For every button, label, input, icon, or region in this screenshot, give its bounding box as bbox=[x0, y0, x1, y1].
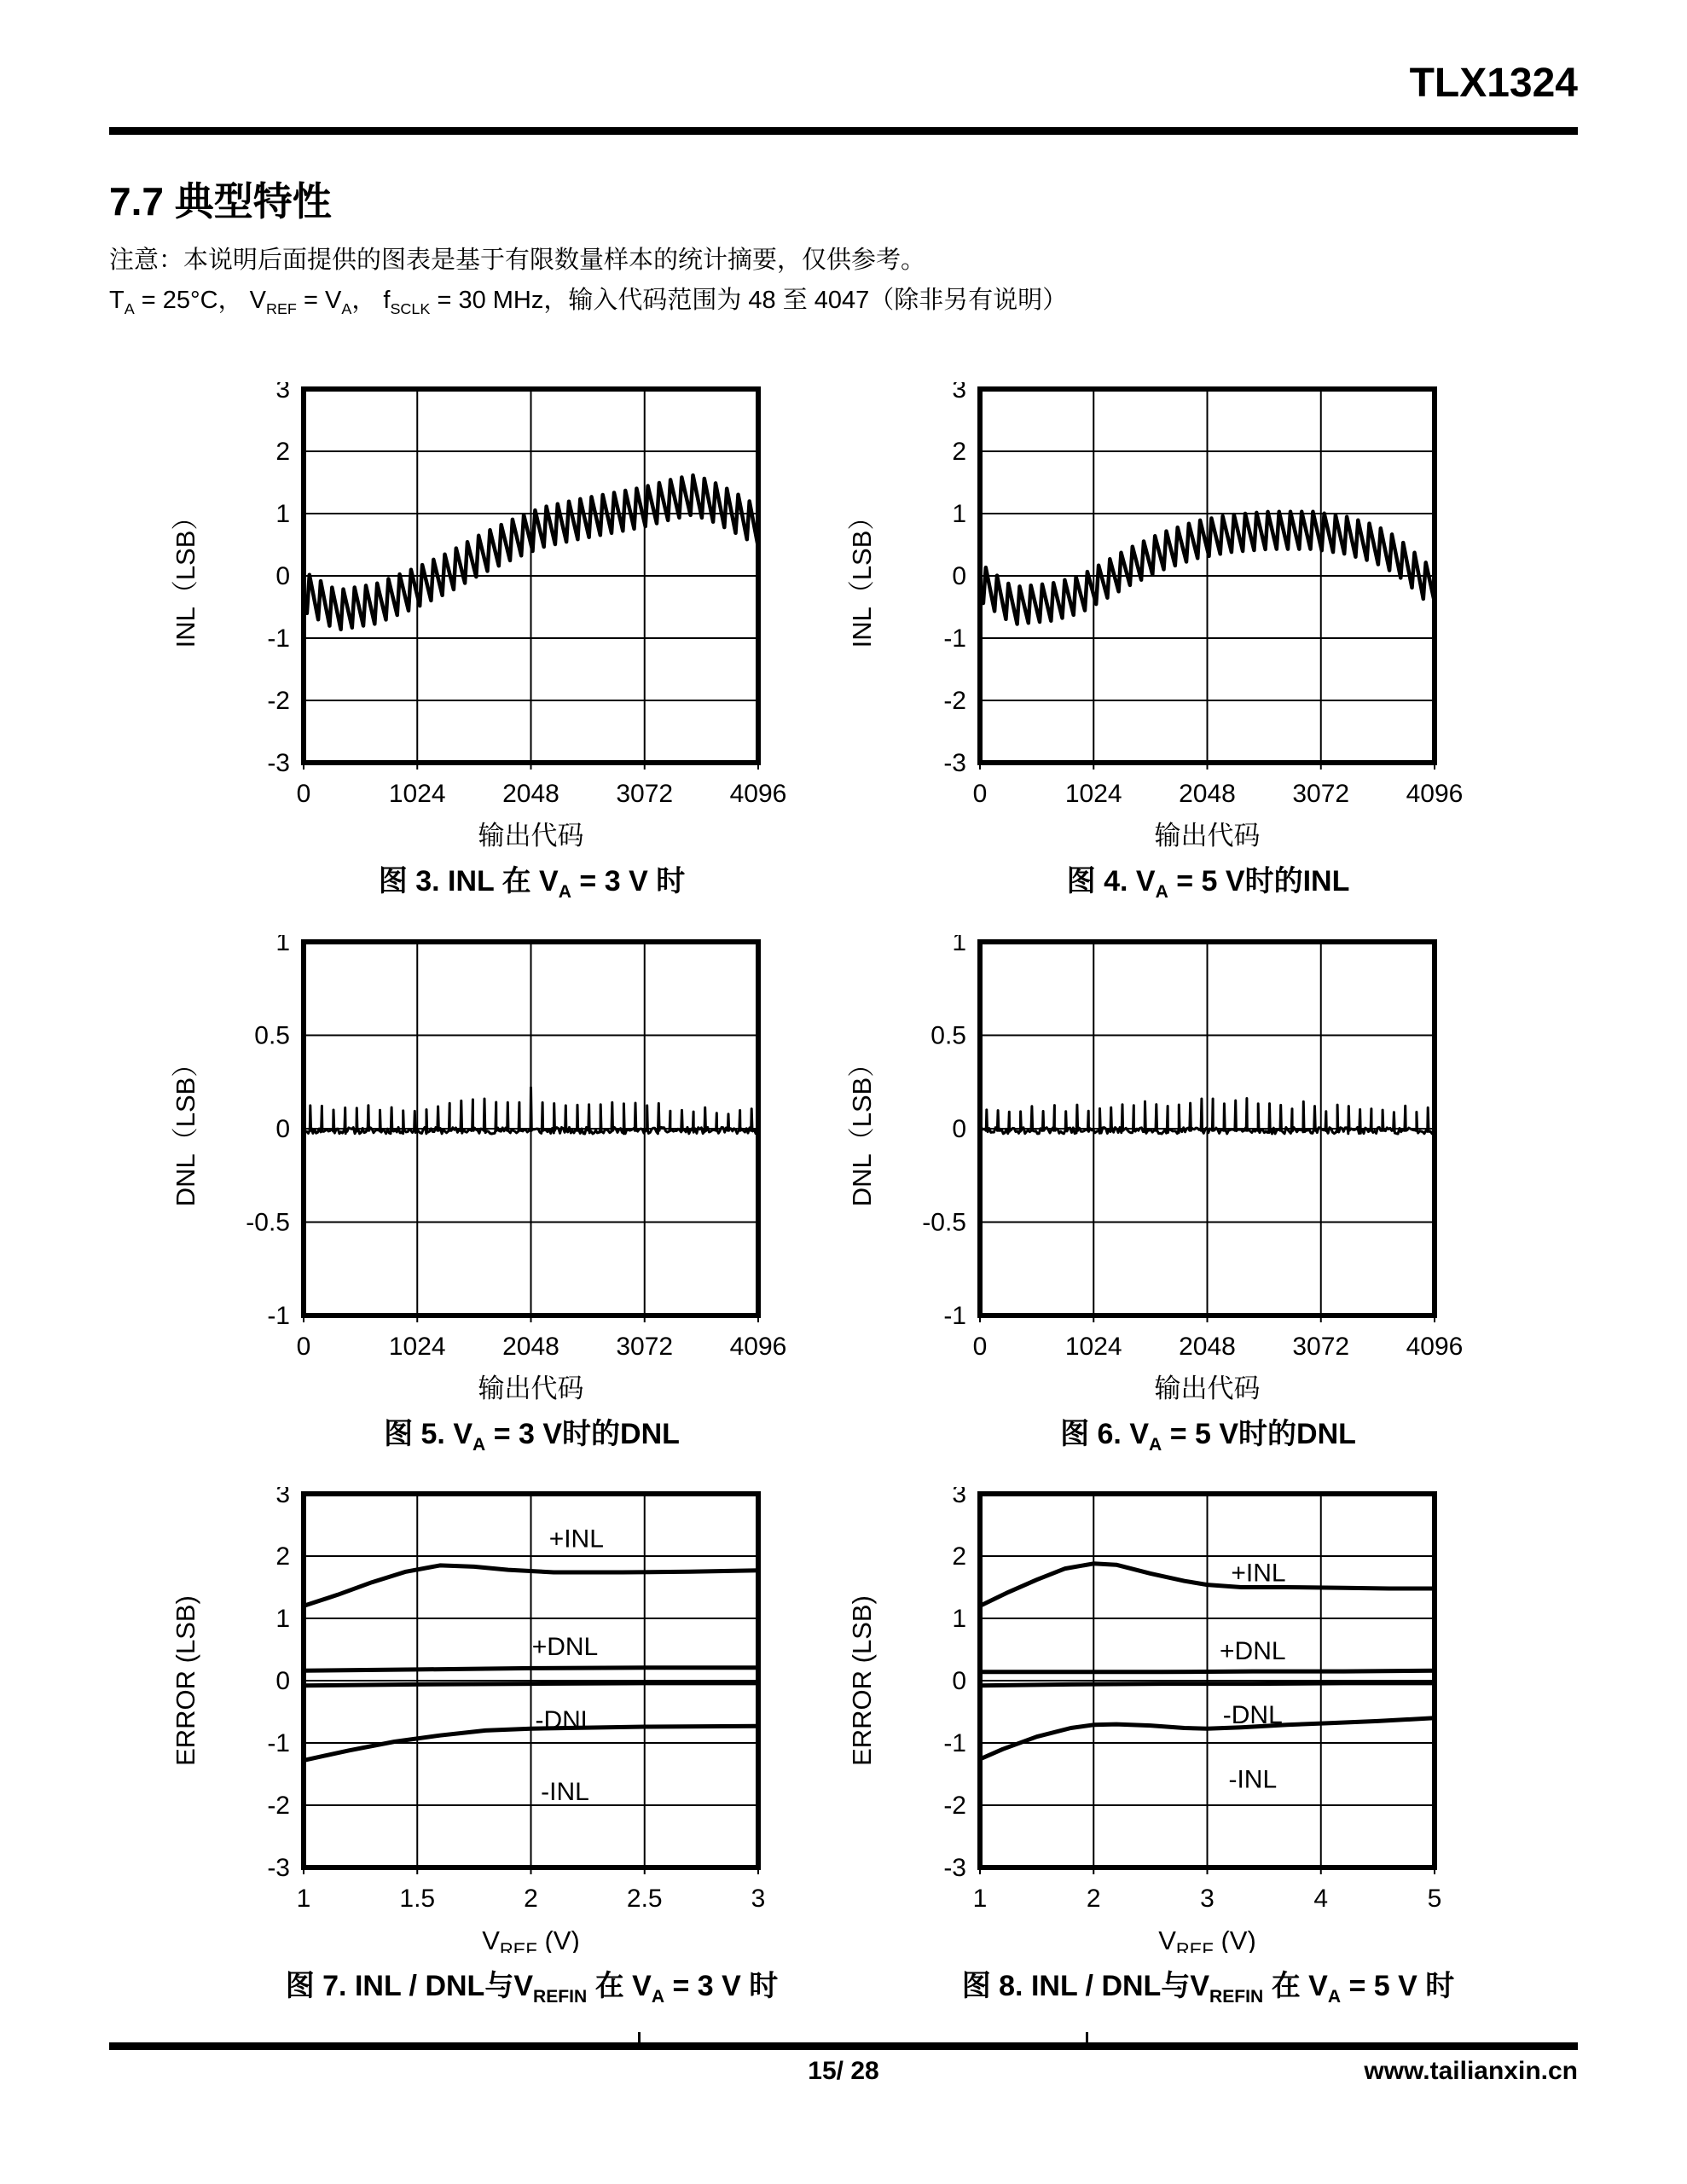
x-axis-label: 输出代码 bbox=[478, 820, 584, 848]
svg-text:1: 1 bbox=[275, 499, 290, 528]
svg-text:-0.5: -0.5 bbox=[246, 1208, 290, 1237]
series--DNL bbox=[980, 1683, 1435, 1686]
series-DNL bbox=[304, 1087, 757, 1133]
notes-block bbox=[109, 241, 1578, 329]
series-label-+INL: +INL bbox=[548, 1525, 604, 1554]
y-axis-label: DNL（LSB） bbox=[171, 1050, 200, 1206]
svg-text:-0.5: -0.5 bbox=[922, 1208, 966, 1237]
svg-text:3072: 3072 bbox=[616, 779, 674, 808]
svg-text:1: 1 bbox=[952, 1605, 966, 1634]
doc-title: TLX1324 bbox=[1409, 61, 1578, 106]
svg-text:4096: 4096 bbox=[729, 779, 787, 808]
svg-text:4: 4 bbox=[1313, 1885, 1329, 1914]
svg-text:2048: 2048 bbox=[502, 1332, 559, 1361]
x-axis-label: $V_{REF}$ (V) bbox=[482, 1926, 580, 1954]
svg-text:5: 5 bbox=[1427, 1885, 1442, 1914]
footer-tick bbox=[638, 2032, 641, 2042]
svg-text:2: 2 bbox=[275, 437, 290, 466]
y-axis-label: INL（LSB） bbox=[171, 503, 200, 648]
page-footer bbox=[109, 2042, 1578, 2091]
conditions-text: $T_A = 25^\circ C$， $V_{REF} = V_A$， $f_{SCLK} = 30$ MHz，输入代码范围为 48 至 4047（除非另有说明） bbox=[109, 287, 1068, 317]
svg-text:3072: 3072 bbox=[616, 1332, 674, 1361]
svg-text:-1: -1 bbox=[267, 1301, 290, 1330]
dnl-va5-chart bbox=[826, 935, 1483, 1401]
svg-text:2: 2 bbox=[524, 1885, 538, 1914]
inl-va3-chart bbox=[150, 382, 807, 848]
svg-text:1024: 1024 bbox=[1064, 1332, 1122, 1361]
series-label--INL: -INL bbox=[541, 1778, 589, 1807]
svg-text:2: 2 bbox=[952, 437, 966, 466]
svg-text:0: 0 bbox=[972, 779, 988, 808]
svg-text:-1: -1 bbox=[943, 624, 966, 653]
website-url: www.tailianxin.cn bbox=[1364, 2057, 1578, 2085]
svg-text:0: 0 bbox=[952, 1114, 966, 1143]
series-label--DNL: -DNL bbox=[1222, 1701, 1283, 1730]
svg-text:3: 3 bbox=[952, 1487, 966, 1509]
svg-text:3: 3 bbox=[275, 1487, 290, 1509]
series-label--DNL: -DNL bbox=[535, 1706, 595, 1735]
svg-text:0: 0 bbox=[275, 1667, 290, 1696]
svg-text:0: 0 bbox=[296, 779, 311, 808]
svg-text:0: 0 bbox=[972, 1332, 988, 1361]
figure-caption: 图 4. $V_A = 5$ V时的INL bbox=[1066, 864, 1350, 902]
svg-text:4096: 4096 bbox=[1406, 1332, 1464, 1361]
note-text: 注意：本说明后面提供的图表是基于有限数量样本的统计摘要，仅供参考。 bbox=[109, 247, 926, 274]
figure-dnl-va3 bbox=[150, 935, 826, 1455]
x-axis-label: 输出代码 bbox=[1154, 1373, 1261, 1401]
figure-inl-va3 bbox=[150, 382, 826, 903]
svg-text:1024: 1024 bbox=[388, 1332, 446, 1361]
svg-text:-2: -2 bbox=[943, 1792, 966, 1821]
y-axis-label: DNL（LSB） bbox=[847, 1050, 877, 1206]
svg-text:2: 2 bbox=[952, 1542, 966, 1571]
svg-text:2048: 2048 bbox=[502, 779, 559, 808]
series--DNL bbox=[304, 1683, 758, 1686]
svg-text:4096: 4096 bbox=[729, 1332, 787, 1361]
svg-text:3: 3 bbox=[275, 381, 290, 404]
svg-text:4096: 4096 bbox=[1406, 779, 1464, 808]
svg-text:1: 1 bbox=[296, 1885, 311, 1914]
svg-text:0: 0 bbox=[275, 1114, 290, 1143]
series-label--INL: -INL bbox=[1228, 1765, 1278, 1794]
series-label-+DNL: +DNL bbox=[531, 1633, 599, 1662]
svg-text:-1: -1 bbox=[943, 1729, 966, 1758]
svg-text:2.5: 2.5 bbox=[626, 1885, 663, 1914]
svg-text:-3: -3 bbox=[943, 1854, 966, 1883]
figure-caption: 图 8. INL / DNL与$V_{REFIN}$ 在 $V_A = 5$ V 时 bbox=[961, 1970, 1455, 2007]
figure-caption: 图 6. $V_A = 5$ V时的DNL bbox=[1060, 1417, 1356, 1455]
error-vref-va5-chart bbox=[826, 1487, 1483, 1953]
svg-text:-3: -3 bbox=[943, 748, 966, 777]
figure-dnl-va5 bbox=[826, 935, 1503, 1455]
figure-caption: 图 7. INL / DNL与$V_{REFIN}$ 在 $V_A = 3$ V 时 bbox=[285, 1970, 779, 2007]
svg-text:1.5: 1.5 bbox=[399, 1885, 436, 1914]
svg-text:1: 1 bbox=[952, 499, 966, 528]
figure-error-vref-va3 bbox=[150, 1487, 826, 2007]
figure-caption: 图 5. $V_A = 3$ V时的DNL bbox=[384, 1417, 680, 1455]
y-axis-label: INL（LSB） bbox=[847, 503, 877, 648]
series-+DNL bbox=[980, 1671, 1435, 1673]
svg-text:-3: -3 bbox=[267, 748, 290, 777]
page-number: 15/ 28 bbox=[808, 2057, 879, 2085]
figure-inl-va5 bbox=[826, 382, 1503, 903]
svg-text:0.5: 0.5 bbox=[930, 1021, 966, 1050]
svg-text:-3: -3 bbox=[267, 1854, 290, 1883]
svg-text:-2: -2 bbox=[267, 1792, 290, 1821]
svg-text:3: 3 bbox=[1200, 1885, 1215, 1914]
error-vref-va3-chart bbox=[150, 1487, 807, 1953]
svg-text:-1: -1 bbox=[267, 1729, 290, 1758]
svg-text:-1: -1 bbox=[267, 624, 290, 653]
x-axis-label: $V_{REF}$ (V) bbox=[1158, 1926, 1256, 1954]
svg-text:0: 0 bbox=[275, 561, 290, 590]
series-label-+INL: +INL bbox=[1231, 1560, 1286, 1589]
svg-text:1: 1 bbox=[972, 1885, 988, 1914]
svg-text:1024: 1024 bbox=[388, 779, 446, 808]
svg-text:0: 0 bbox=[952, 1667, 966, 1696]
svg-text:-2: -2 bbox=[943, 686, 966, 715]
inl-va5-chart bbox=[826, 382, 1483, 848]
svg-text:1: 1 bbox=[952, 934, 966, 956]
svg-text:3: 3 bbox=[952, 381, 966, 404]
x-axis-label: 输出代码 bbox=[1154, 820, 1261, 848]
svg-text:0: 0 bbox=[296, 1332, 311, 1361]
footer-rule bbox=[109, 2042, 1578, 2050]
series-label-+DNL: +DNL bbox=[1220, 1637, 1286, 1666]
svg-text:1: 1 bbox=[275, 934, 290, 956]
figure-caption: 图 3. INL 在 $V_A = 3$ V 时 bbox=[378, 864, 686, 902]
svg-text:-1: -1 bbox=[943, 1301, 966, 1330]
y-axis-label: ERROR (LSB) bbox=[171, 1595, 200, 1767]
footer-tick bbox=[1086, 2032, 1088, 2042]
svg-text:1024: 1024 bbox=[1064, 779, 1122, 808]
x-axis-label: 输出代码 bbox=[478, 1373, 584, 1401]
y-axis-label: ERROR (LSB) bbox=[847, 1595, 877, 1767]
page-header bbox=[109, 0, 1578, 135]
svg-text:3072: 3072 bbox=[1292, 1332, 1350, 1361]
svg-text:2: 2 bbox=[275, 1542, 290, 1571]
footer-row bbox=[109, 2057, 1578, 2091]
dnl-va3-chart bbox=[150, 935, 807, 1401]
svg-text:3: 3 bbox=[751, 1885, 766, 1914]
svg-text:2: 2 bbox=[1086, 1885, 1101, 1914]
charts-grid bbox=[0, 382, 1687, 2007]
svg-text:0.5: 0.5 bbox=[254, 1021, 290, 1050]
section-title: 7.7 典型特性 bbox=[109, 179, 332, 224]
svg-text:-2: -2 bbox=[267, 686, 290, 715]
svg-text:2048: 2048 bbox=[1179, 779, 1236, 808]
series-+DNL bbox=[304, 1668, 758, 1671]
svg-text:3072: 3072 bbox=[1292, 779, 1350, 808]
svg-text:0: 0 bbox=[952, 561, 966, 590]
svg-text:2048: 2048 bbox=[1179, 1332, 1236, 1361]
figure-error-vref-va5 bbox=[826, 1487, 1503, 2007]
svg-text:1: 1 bbox=[275, 1605, 290, 1634]
